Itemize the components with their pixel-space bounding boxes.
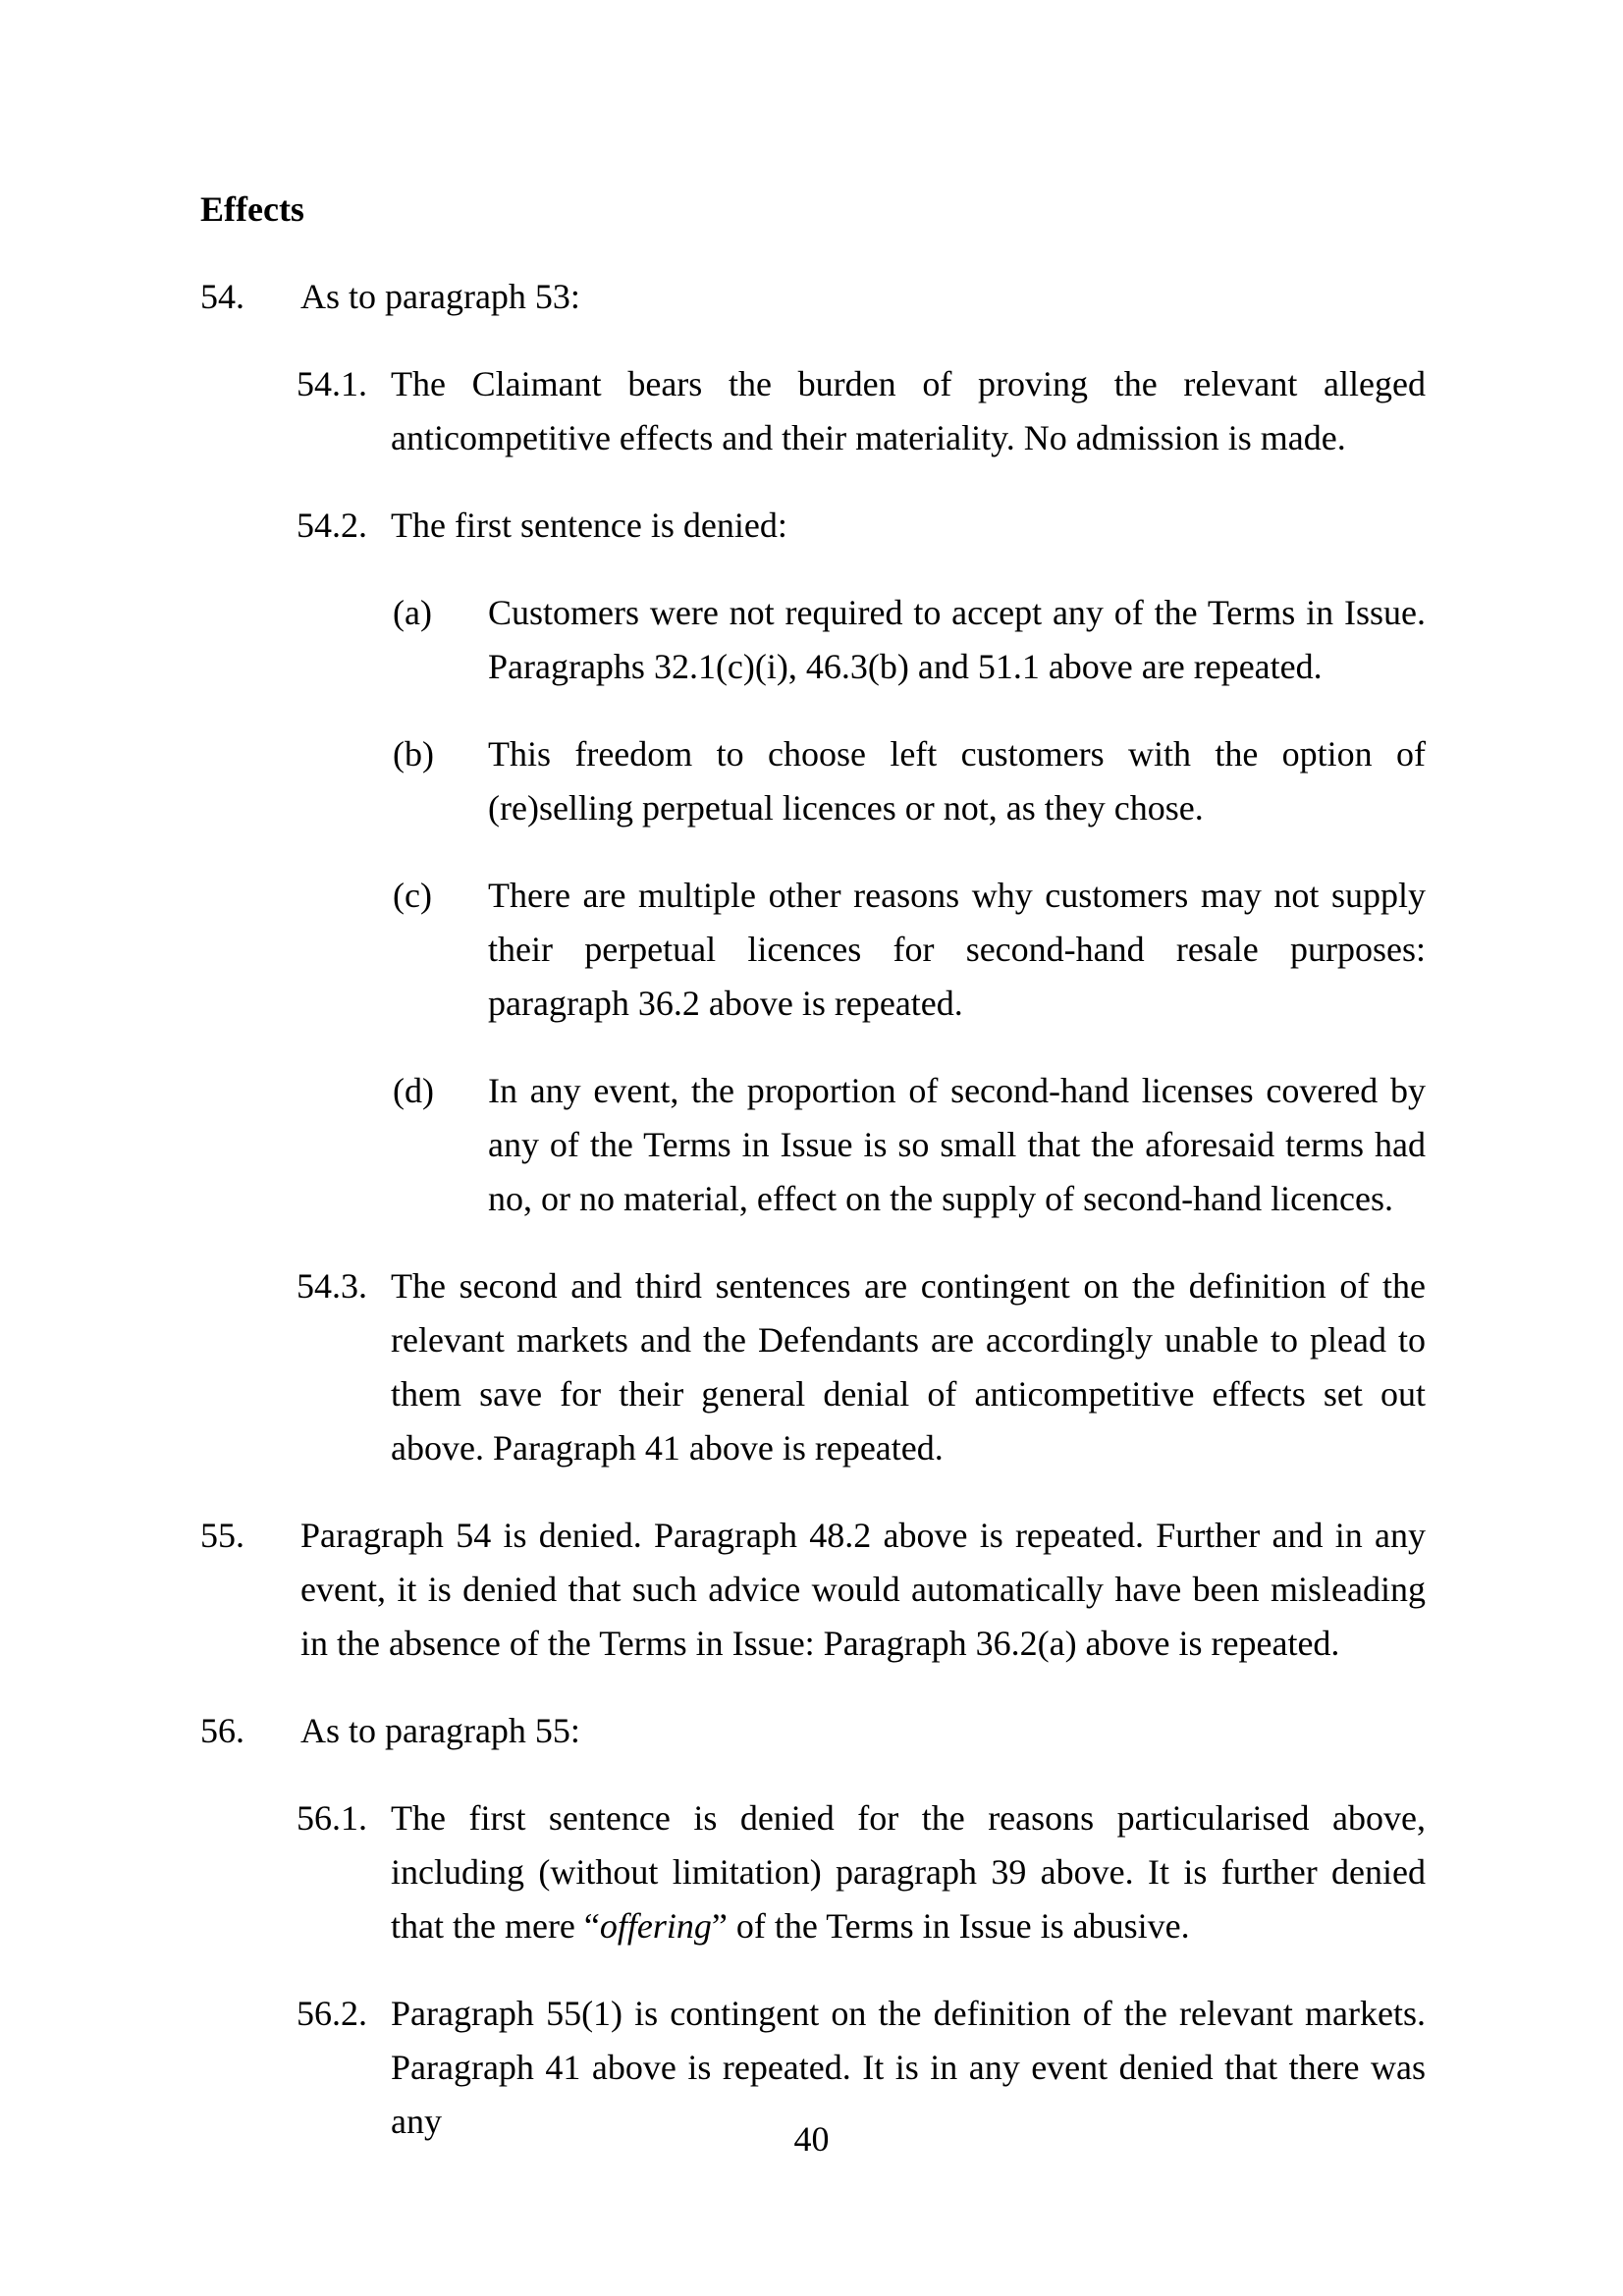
paragraph-number: (b): [393, 734, 434, 774]
paragraph-text: [391, 1791, 1426, 1953]
paragraph-number: 56.2.: [297, 1994, 367, 2033]
paragraph-number: (c): [393, 876, 432, 915]
paragraph-number: (a): [393, 593, 432, 632]
paragraph-text: The first sentence is denied:: [391, 506, 787, 545]
paragraph-number: 54.: [200, 277, 244, 316]
paragraph-text: In any event, the proportion of second-hand licenses covered by any of the Terms in Issue is so small that the aforesaid terms had no, or no material, effect on the supply of second-hand licences.: [488, 1071, 1426, 1218]
paragraph-number: 56.: [200, 1711, 244, 1750]
paragraph-text: Customers were not required to accept any of the Terms in Issue. Paragraphs 32.1(c)(i), 46.3(b) and 51.1 above are repeated.: [488, 593, 1426, 686]
paragraph-text: The second and third sentences are contingent on the definition of the relevant markets and the Defendants are accordingly unable to plead to them save for their general denial of anticompetitive effects set out above. Paragraph 41 above is repeated.: [391, 1266, 1426, 1468]
paragraph-56: [200, 1704, 1426, 1758]
paragraph-54-3: [200, 1259, 1426, 1475]
paragraph-number: (d): [393, 1071, 434, 1110]
paragraph-54: [200, 270, 1426, 324]
paragraph-text: The Claimant bears the burden of proving the relevant alleged anticompetitive effects and their materiality. No admission is made.: [391, 364, 1426, 457]
paragraph-number: 56.1.: [297, 1798, 367, 1838]
paragraph-text: Paragraph 54 is denied. Paragraph 48.2 above is repeated. Further and in any event, it is denied that such advice would automatically have been misleading in the absence of the Terms in Issue: Paragraph 36.2(a) above is repeated.: [300, 1516, 1426, 1663]
subparagraph-b: [200, 727, 1426, 835]
paragraph-text: As to paragraph 53:: [300, 277, 580, 316]
paragraph-54-1: [200, 357, 1426, 465]
italic-text-segment: offering: [599, 1906, 712, 1946]
paragraph-text: As to paragraph 55:: [300, 1711, 580, 1750]
subparagraph-d: [200, 1064, 1426, 1226]
paragraph-text: This freedom to choose left customers with the option of (re)selling perpetual licences or not, as they chose.: [488, 734, 1426, 828]
paragraph-number: 55.: [200, 1516, 244, 1555]
text-segment: ” of the Terms in Issue is abusive.: [711, 1906, 1190, 1946]
paragraph-54-2: [200, 499, 1426, 553]
paragraph-text: There are multiple other reasons why customers may not supply their perpetual licences for second-hand resale purposes: paragraph 36.2 above is repeated.: [488, 876, 1426, 1023]
text-segment: The first sentence is denied for the reasons particularised above, including (without limitation) paragraph 39 above. It is further denied that the mere “: [391, 1798, 1426, 1946]
paragraph-number: 54.3.: [297, 1266, 367, 1306]
section-heading: Effects: [200, 189, 304, 229]
paragraph-56-1: [200, 1791, 1426, 1953]
paragraph-number: 54.2.: [297, 506, 367, 545]
paragraph-number: 54.1.: [297, 364, 367, 403]
subparagraph-a: [200, 586, 1426, 694]
paragraph-text: Paragraph 55(1) is contingent on the definition of the relevant markets. Paragraph 41 above is repeated. It is in any event denied that there was any: [391, 1994, 1426, 2141]
page-number: 40: [793, 2119, 830, 2159]
paragraph-55: [200, 1509, 1426, 1671]
subparagraph-c: [200, 869, 1426, 1031]
